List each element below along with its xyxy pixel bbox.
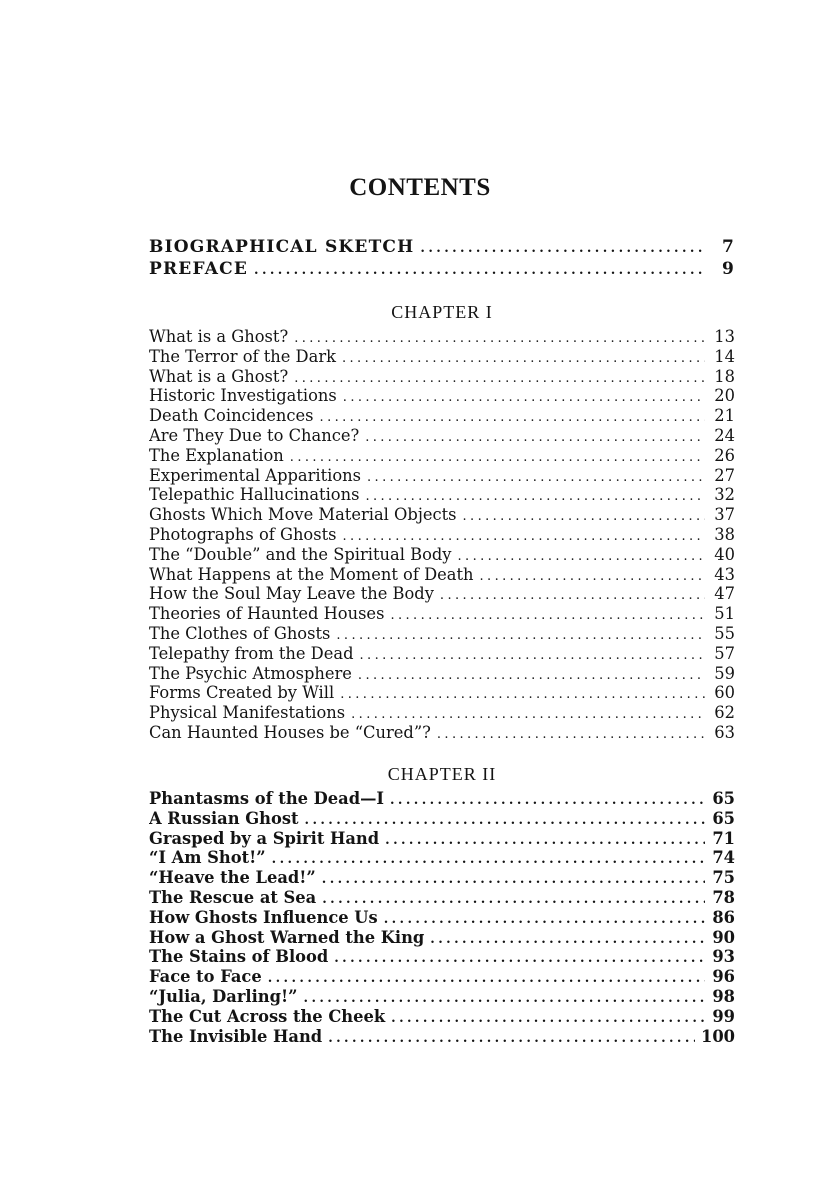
dot-leader xyxy=(328,1029,695,1047)
toc-entry xyxy=(149,947,735,967)
toc-entry xyxy=(149,789,735,809)
toc-entry-page: 47 xyxy=(714,584,735,604)
dot-leader xyxy=(343,388,705,406)
toc-entry-page: 74 xyxy=(712,848,735,868)
toc-entry-title: Photographs of Ghosts xyxy=(149,524,337,544)
dot-leader xyxy=(437,725,705,743)
dot-leader xyxy=(458,547,706,565)
dot-leader xyxy=(480,567,706,585)
dot-leader xyxy=(336,626,705,644)
dot-leader xyxy=(360,646,706,664)
toc-entry-title: Death Coincidences xyxy=(149,406,314,426)
toc-entry xyxy=(149,406,735,426)
toc-entry-title: The Stains of Blood xyxy=(149,947,329,967)
toc-entry xyxy=(149,426,735,446)
toc-entry-title: Experimental Apparitions xyxy=(149,465,361,485)
toc-entry-page: 57 xyxy=(714,643,735,663)
toc-entry-page: 86 xyxy=(712,907,735,927)
toc-entry-title: The Rescue at Sea xyxy=(149,887,317,907)
dot-leader xyxy=(365,487,705,505)
toc-entry-page: 65 xyxy=(712,808,735,828)
toc-entry-page: 51 xyxy=(714,604,735,624)
toc-entry-title: What is a Ghost? xyxy=(149,327,289,346)
toc-entry-title: The Invisible Hand xyxy=(149,1026,323,1046)
toc-entry-page: 24 xyxy=(714,425,735,445)
toc-entry xyxy=(149,584,735,604)
toc-entry-title: Historic Investigations xyxy=(149,386,337,406)
toc-entry xyxy=(149,868,735,888)
toc-entry-page: 90 xyxy=(712,927,735,947)
toc-entry xyxy=(149,928,735,948)
dot-leader xyxy=(463,507,705,525)
toc-entry-title: Ghosts Which Move Material Objects xyxy=(149,505,457,525)
toc-entry-title: BIOGRAPHICAL SKETCH xyxy=(149,237,415,257)
toc-entry-page: 43 xyxy=(714,564,735,584)
toc-entry xyxy=(149,327,735,347)
chapter-section xyxy=(149,763,735,1046)
dot-leader xyxy=(420,238,705,258)
toc-entry-title: The Clothes of Ghosts xyxy=(149,623,331,643)
toc-entry-title: The Terror of the Dark xyxy=(149,346,336,366)
dot-leader xyxy=(391,1009,705,1027)
toc-entry-page: 21 xyxy=(714,406,735,426)
toc-entry-page: 7 xyxy=(721,237,735,257)
toc-entry-page: 59 xyxy=(714,663,735,683)
dot-leader xyxy=(322,870,705,888)
toc-entry-title: “Julia, Darling!” xyxy=(149,986,298,1006)
dot-leader xyxy=(351,705,705,723)
dot-leader xyxy=(322,890,705,908)
toc-entry xyxy=(149,258,735,280)
toc-entry-title: Phantasms of the Dead—I xyxy=(149,789,384,808)
dot-leader xyxy=(272,850,705,868)
toc-entry-title: Grasped by a Spirit Hand xyxy=(149,828,380,848)
chapter-heading: CHAPTER I xyxy=(391,302,493,322)
toc-entry-title: What is a Ghost? xyxy=(149,366,289,386)
toc-entry-title: What Happens at the Moment of Death xyxy=(149,564,474,584)
dot-leader xyxy=(367,468,705,486)
dot-leader xyxy=(334,949,705,967)
toc-entry xyxy=(149,236,735,258)
toc-entry xyxy=(149,1027,735,1047)
toc-entry xyxy=(149,485,735,505)
toc-entry-title: How the Soul May Leave the Body xyxy=(149,584,434,604)
toc-entry xyxy=(149,545,735,565)
toc-entry-page: 14 xyxy=(714,346,735,366)
toc-entry-page: 63 xyxy=(714,722,735,742)
dot-leader xyxy=(358,666,705,684)
dot-leader xyxy=(365,428,705,446)
toc-entry xyxy=(149,565,735,585)
dot-leader xyxy=(342,349,705,367)
dot-leader xyxy=(430,930,705,948)
toc-entry-page: 99 xyxy=(712,1006,735,1026)
toc-entry xyxy=(149,703,735,723)
dot-leader xyxy=(390,791,705,809)
dot-leader xyxy=(294,329,705,347)
toc-entry-page: 18 xyxy=(714,366,735,386)
toc-entry-page: 78 xyxy=(712,887,735,907)
toc-entry xyxy=(149,386,735,406)
toc-entry-title: Theories of Haunted Houses xyxy=(149,604,385,624)
toc-entry xyxy=(149,829,735,849)
toc-entry xyxy=(149,809,735,829)
toc-entry xyxy=(149,888,735,908)
toc-entry-title: Telepathy from the Dead xyxy=(149,643,354,663)
toc-entry-title: How Ghosts Influence Us xyxy=(149,907,378,927)
toc-entry-page: 40 xyxy=(714,544,735,564)
dot-leader xyxy=(304,989,705,1007)
toc-entry-title: The Explanation xyxy=(149,445,284,465)
toc-entry xyxy=(149,367,735,387)
toc-entry-page: 75 xyxy=(712,868,735,888)
toc-entry-title: A Russian Ghost xyxy=(149,808,299,828)
toc-entry-title: The “Double” and the Spiritual Body xyxy=(149,544,452,564)
toc-entry-title: Forms Created by Will xyxy=(149,683,335,703)
toc-entry-page: 26 xyxy=(714,445,735,465)
chapter-section xyxy=(149,301,735,743)
toc-entry-page: 60 xyxy=(714,683,735,703)
toc-entry xyxy=(149,1007,735,1027)
dot-leader xyxy=(385,831,705,849)
toc-entry xyxy=(149,446,735,466)
front-matter-list xyxy=(149,236,735,280)
dot-leader xyxy=(305,811,705,829)
toc-entry-page: 32 xyxy=(714,485,735,505)
toc-entry-title: Physical Manifestations xyxy=(149,703,346,723)
toc-entry-title: The Psychic Atmosphere xyxy=(149,663,352,683)
toc-entry xyxy=(149,347,735,367)
toc-entry-page: 62 xyxy=(714,703,735,723)
toc-entry-title: The Cut Across the Cheek xyxy=(149,1006,386,1026)
toc-entry-page: 71 xyxy=(712,828,735,848)
toc-entry xyxy=(149,466,735,486)
toc-entry xyxy=(149,624,735,644)
toc-entry-title: Telepathic Hallucinations xyxy=(149,485,360,505)
dot-leader xyxy=(343,527,706,545)
dot-leader xyxy=(384,910,705,928)
toc-entry xyxy=(149,604,735,624)
toc-entry-title: “Heave the Lead!” xyxy=(149,868,316,888)
toc-entry-page: 55 xyxy=(714,623,735,643)
toc-entry xyxy=(149,683,735,703)
toc-entry-page: 93 xyxy=(712,947,735,967)
toc-entry-page: 9 xyxy=(721,259,735,279)
toc-entry xyxy=(149,723,735,743)
toc-entry-page: 65 xyxy=(712,789,735,808)
toc-entry xyxy=(149,967,735,987)
toc-entry-page: 100 xyxy=(701,1026,735,1046)
chapter-entries xyxy=(149,327,735,743)
toc-entry xyxy=(149,505,735,525)
toc-entry xyxy=(149,987,735,1007)
toc-entry xyxy=(149,848,735,868)
toc-entry-page: 96 xyxy=(712,967,735,987)
toc-entry xyxy=(149,644,735,664)
toc-entry-title: Can Haunted Houses be “Cured”? xyxy=(149,722,431,742)
toc-entry-page: 27 xyxy=(714,465,735,485)
toc-entry-page: 13 xyxy=(714,327,735,346)
dot-leader xyxy=(290,448,705,466)
dot-leader xyxy=(440,586,705,604)
toc-entry-page: 37 xyxy=(714,505,735,525)
toc-entry-page: 20 xyxy=(714,386,735,406)
dot-leader xyxy=(268,969,705,987)
toc-entry-title: “I Am Shot!” xyxy=(149,848,266,868)
toc-entry xyxy=(149,908,735,928)
toc-entry-title: How a Ghost Warned the King xyxy=(149,927,425,947)
dot-leader xyxy=(320,408,705,426)
toc-entry-title: Are They Due to Chance? xyxy=(149,425,360,445)
page-title: CONTENTS xyxy=(349,174,491,201)
toc-entry xyxy=(149,525,735,545)
chapter-heading: CHAPTER II xyxy=(387,764,497,784)
dot-leader xyxy=(254,260,705,280)
toc-entry-title: PREFACE xyxy=(149,259,249,279)
dot-leader xyxy=(340,685,705,703)
dot-leader xyxy=(390,606,705,624)
toc-entry xyxy=(149,664,735,684)
toc-entry-page: 98 xyxy=(712,986,735,1006)
dot-leader xyxy=(294,369,705,387)
toc-entry-page: 38 xyxy=(714,524,735,544)
chapter-entries xyxy=(149,789,735,1046)
toc-entry-title: Face to Face xyxy=(149,967,262,987)
